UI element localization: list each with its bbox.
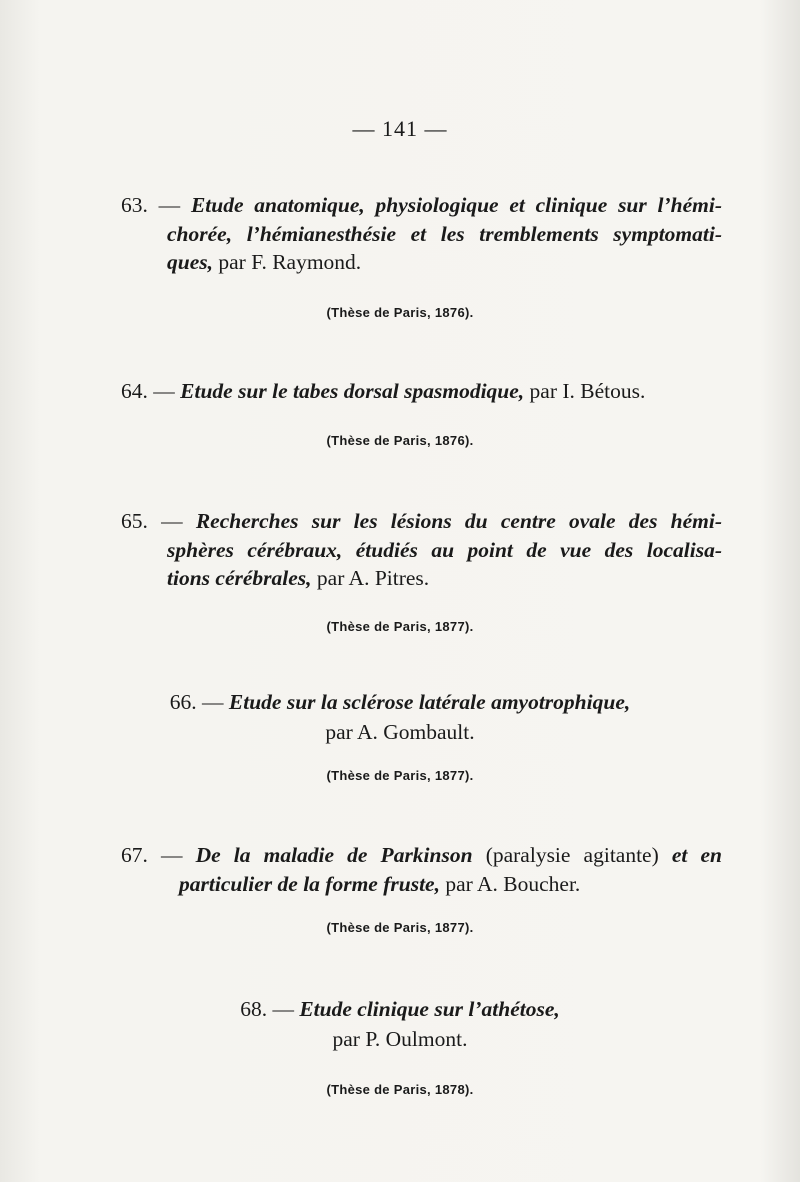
entry-68-author: par P. Oulmont. [332, 1027, 468, 1051]
entry-65-line-2: sphères cérébraux, étudiés au point de vue des localisa- [167, 537, 722, 562]
entry-63 [121, 191, 722, 277]
entry-66-thesis: (Thèse de Paris, 1877). [326, 768, 474, 783]
entry-66-author: par A. Gombault. [325, 720, 475, 744]
entry-68-thesis: (Thèse de Paris, 1878). [326, 1082, 474, 1097]
entry-67-thesis: (Thèse de Paris, 1877). [326, 920, 474, 935]
entry-65-thesis: (Thèse de Paris, 1877). [326, 619, 474, 634]
entry-66-line-1: 66. — Etude sur la sclérose latérale amyotrophique, [169, 690, 631, 714]
entry-64-thesis: (Thèse de Paris, 1876). [326, 433, 474, 448]
entry-63-author: par F. Raymond. [218, 250, 362, 274]
entry-64 [121, 377, 722, 406]
entry-63-line-1: 63. — Etude anatomique, physiologique et clinique sur l’hémi- [121, 193, 723, 217]
entry-64-line-1: 64. — Etude sur le tabes dorsal spasmodique, par I. Bétous. [121, 379, 646, 403]
entry-65 [121, 507, 722, 593]
entry-68-line-1: 68. — Etude clinique sur l’athétose, [240, 997, 560, 1021]
entry-63-line-3: ques, par F. Raymond. [167, 250, 362, 274]
entry-63-line-2: chorée, l’hémianesthésie et les tremblements symptomati- [167, 221, 722, 246]
entry-63-thesis: (Thèse de Paris, 1876). [326, 305, 474, 320]
entry-64-author: par I. Bétous. [529, 379, 646, 403]
entry-67-line-1: 67. — De la maladie de Parkinson (paralysie agitante) et en [121, 843, 722, 867]
entry-65-line-3: tions cérébrales, par A. Pitres. [167, 566, 430, 590]
entry-65-line-1: 65. — Recherches sur les lésions du centre ovale des hémi- [121, 509, 723, 533]
entry-66 [0, 687, 800, 747]
entry-67 [121, 841, 722, 898]
entry-67-line-2: particulier de la forme fruste, par A. Boucher. [179, 871, 581, 896]
entry-68 [0, 994, 800, 1054]
entry-65-author: par A. Pitres. [316, 566, 430, 590]
page-number: — 141 — [352, 116, 448, 141]
entry-67-author: par A. Boucher. [445, 871, 581, 896]
